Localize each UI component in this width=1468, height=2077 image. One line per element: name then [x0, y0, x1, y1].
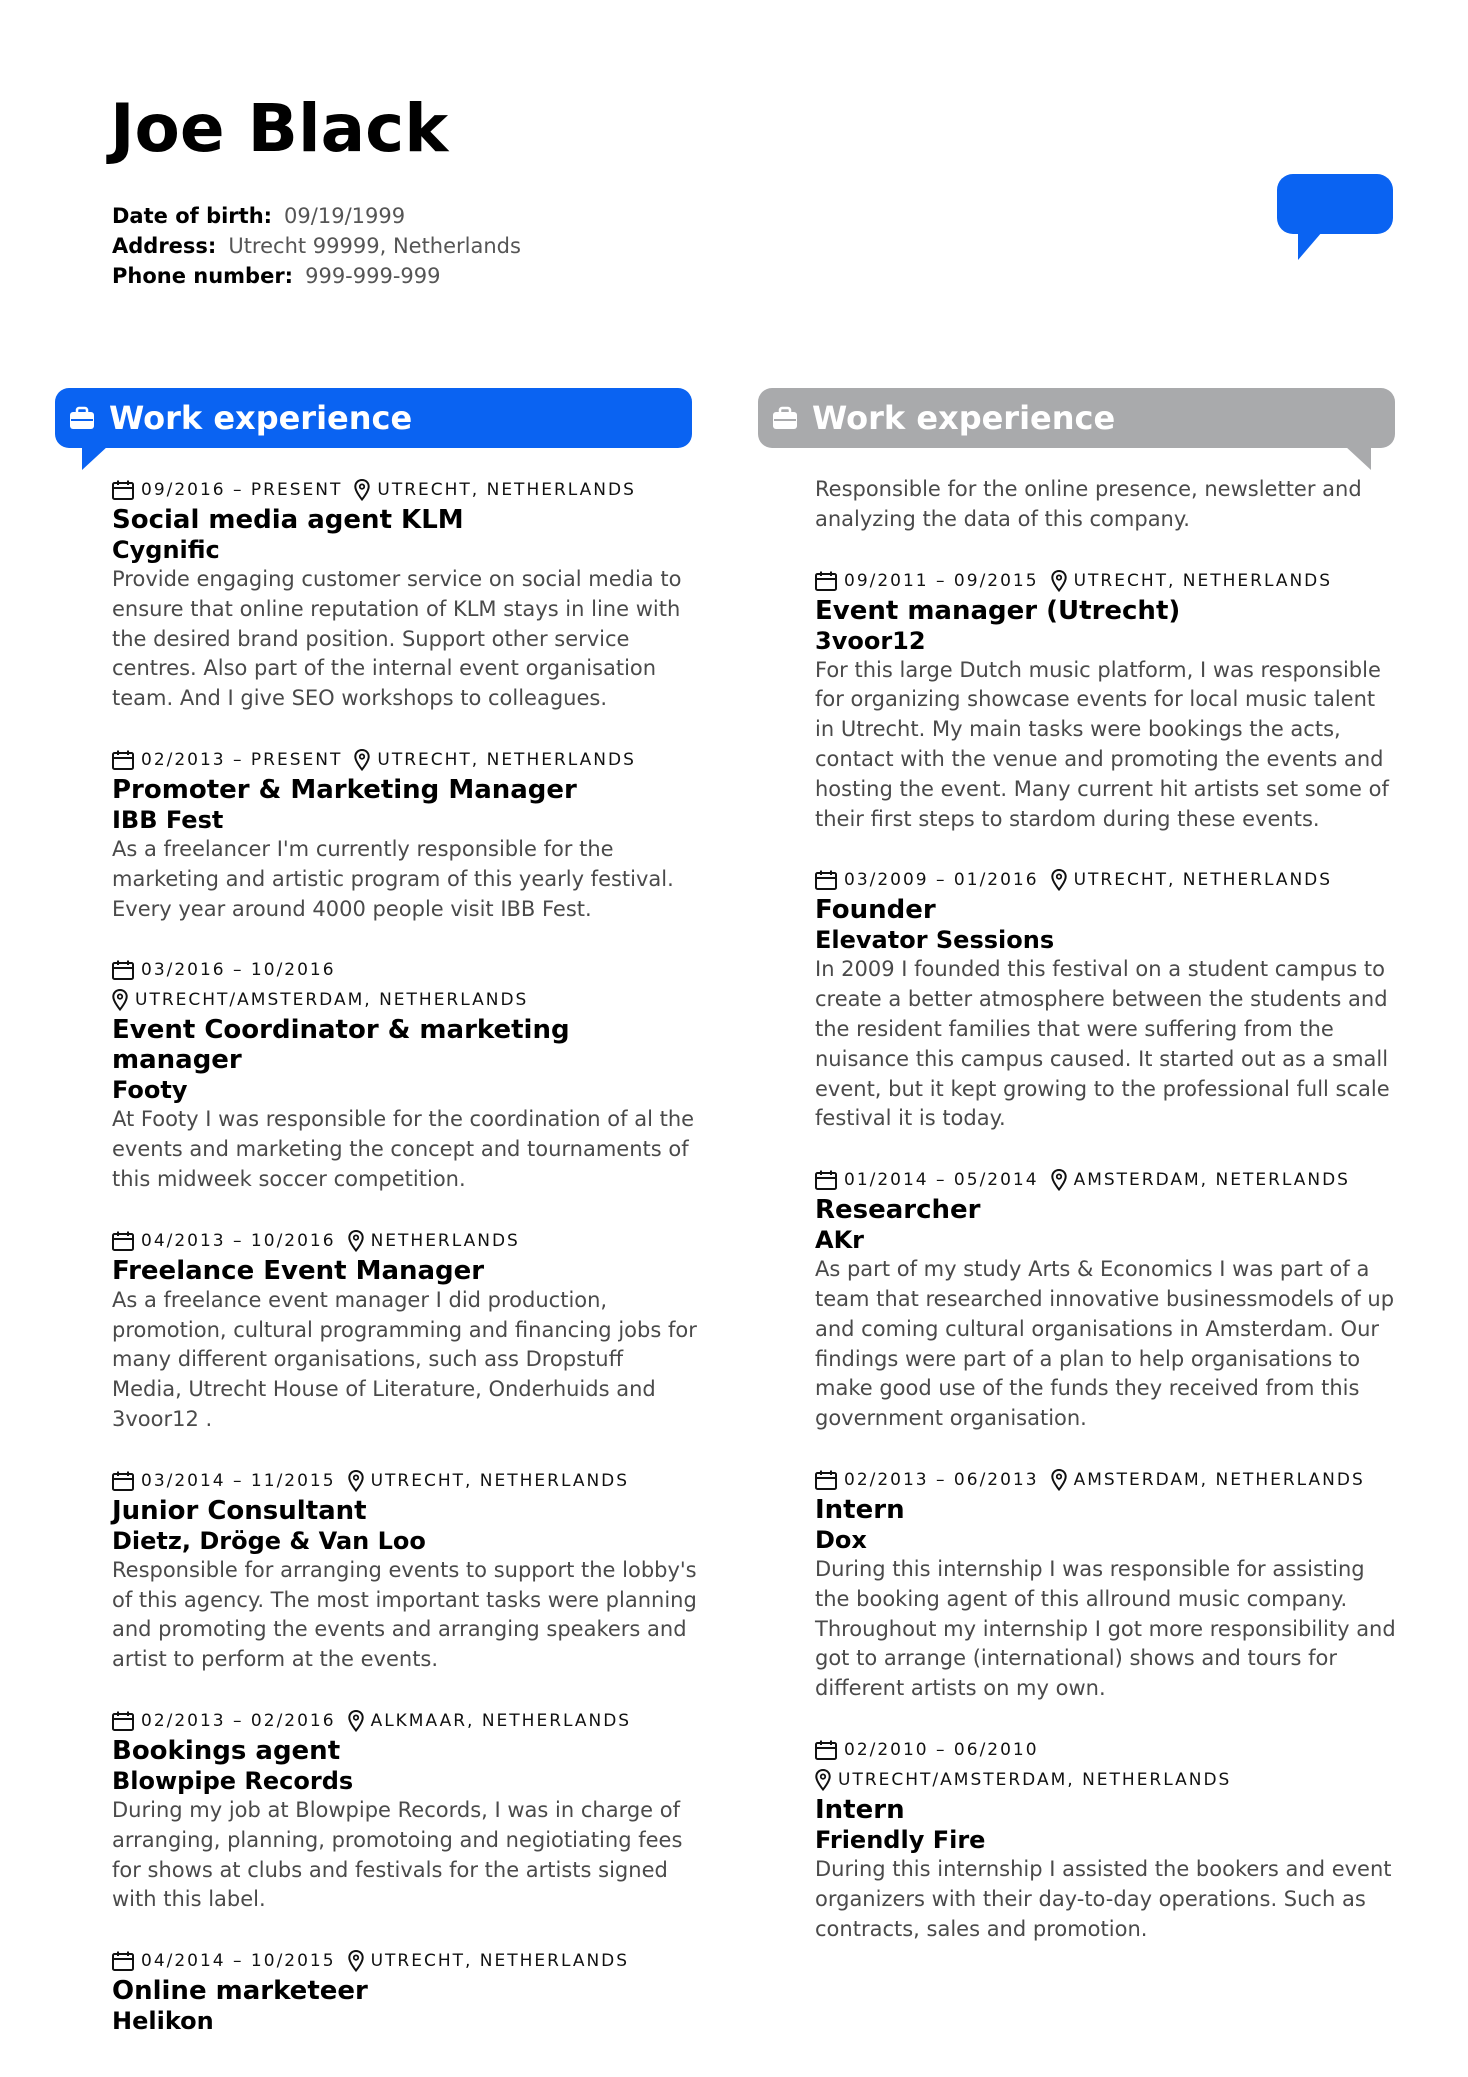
left-section-title: Work experience — [109, 399, 413, 437]
phone-value: 999-999-999 — [305, 264, 441, 288]
entry-location: NETHERLANDS — [370, 1230, 520, 1251]
entry-role: Intern — [815, 1494, 905, 1525]
entry-description: For this large Dutch music platform, I was responsible for organizing showcase events for local music talent in Utrecht. My main tasks were bookings the acts, contact with the venue and promoting the events and hosting the event. Many current hit artists set some of their first steps to stardom during these events. — [815, 657, 1389, 831]
calendar-icon — [815, 870, 837, 890]
entry-meta — [112, 475, 697, 505]
experience-entry — [112, 955, 697, 1194]
location-group — [354, 475, 636, 505]
date-group — [815, 865, 1039, 895]
entry-dates: 02/2010 – 06/2010 — [844, 1739, 1039, 1760]
calendar-icon — [112, 1231, 134, 1251]
location-pin-icon — [354, 749, 370, 771]
date-group — [112, 1226, 336, 1256]
right-section-header — [758, 388, 1395, 448]
entry-company: Cygnific — [112, 536, 220, 564]
entry-company: Dox — [815, 1525, 867, 1554]
location-group — [1051, 566, 1333, 596]
entry-dates: 04/2014 – 10/2015 — [141, 1951, 336, 1972]
personal-info — [112, 201, 521, 291]
experience-entry — [815, 865, 1400, 1134]
entry-dates: 03/2016 – 10/2016 — [141, 960, 336, 981]
entry-role: Junior Consultant — [112, 1495, 367, 1526]
entry-meta — [815, 1165, 1400, 1195]
entry-meta — [112, 745, 697, 775]
entry-role: Bookings agent — [112, 1735, 341, 1766]
entry-dates: 01/2014 – 05/2014 — [844, 1170, 1039, 1191]
location-pin-icon — [112, 989, 128, 1011]
speech-bubble-icon — [1277, 174, 1393, 234]
entry-company: Footy — [112, 1076, 188, 1105]
right-section-title: Work experience — [812, 399, 1116, 437]
entry-role: Event Coordinator & marketing manager — [112, 1015, 570, 1076]
entry-description: As part of my study Arts & Economics I was part of a team that researched innovative businessmodels of up and coming cultural organisations in Amsterdam. Our findings were part of a plan to help organisations to make good use of the funds they received from this government organisation. — [815, 1257, 1395, 1431]
date-group — [112, 1706, 336, 1736]
calendar-icon — [112, 750, 134, 770]
intro-text: Responsible for the online presence, newsletter and analyzing the data of this company. — [815, 477, 1362, 531]
entry-company: Dietz, Dröge & Van Loo — [112, 1526, 426, 1555]
calendar-icon — [112, 1711, 134, 1731]
date-group — [815, 1735, 1039, 1765]
location-group — [815, 1765, 1231, 1795]
date-group — [112, 955, 336, 985]
date-group — [815, 1465, 1039, 1495]
entry-meta — [815, 1465, 1400, 1495]
entry-description: In 2009 I founded this festival on a student campus to create a better atmosphere between the students and the resident families that were suffering from the nuisance this campus caused. It started out as a small event, but it kept growing to the professional full scale festival it is today. — [815, 957, 1390, 1131]
entry-location: UTRECHT, NETHERLANDS — [377, 480, 636, 500]
address-label: Address: — [112, 234, 217, 258]
entry-company: Elevator Sessions — [815, 926, 1055, 955]
calendar-icon — [112, 1951, 134, 1971]
date-group — [112, 1466, 336, 1496]
calendar-icon — [112, 1471, 134, 1491]
entry-location: UTRECHT, NETHERLANDS — [1073, 870, 1333, 891]
entry-dates: 04/2013 – 10/2016 — [141, 1230, 336, 1251]
entry-dates: 03/2014 – 11/2015 — [141, 1470, 336, 1491]
experience-entry — [815, 1465, 1400, 1704]
left-header-tail — [82, 446, 108, 470]
right-header-tail — [1345, 446, 1371, 470]
calendar-icon — [815, 1740, 837, 1760]
entry-description: During this internship I was responsible for assisting the booking agent of this allround music company. Throughout my internship I got more responsibility and got to arrange (international) shows and tours for different artists on my own. — [815, 1556, 1396, 1701]
dob-label: Date of birth: — [112, 204, 273, 228]
location-pin-icon — [348, 1710, 364, 1732]
briefcase-icon — [772, 405, 798, 431]
entry-meta — [815, 566, 1400, 596]
date-group — [112, 1946, 336, 1976]
location-group — [1051, 1465, 1365, 1495]
entry-dates: 02/2013 – 02/2016 — [141, 1710, 336, 1731]
experience-entry — [815, 1165, 1400, 1434]
entry-role: Social media agent KLM — [112, 505, 464, 535]
dob-row — [112, 201, 521, 231]
location-pin-icon — [348, 1470, 364, 1492]
entry-location: AMSTERDAM, NETERLANDS — [1073, 1170, 1350, 1191]
candidate-name: Joe Black — [110, 90, 449, 167]
entry-company: 3voor12 — [815, 626, 926, 655]
location-pin-icon — [354, 479, 370, 501]
right-column — [815, 475, 1400, 1975]
entry-meta — [112, 1706, 697, 1736]
entry-dates: 02/2013 – PRESENT — [141, 749, 343, 770]
entry-location: AMSTERDAM, NETHERLANDS — [1073, 1469, 1365, 1490]
experience-entry — [112, 1226, 697, 1435]
location-group — [112, 985, 528, 1015]
dob-value: 09/19/1999 — [284, 204, 406, 228]
entry-description: During this internship I assisted the bookers and event organizers with their day-to-day operations. Such as contracts, sales and promotion. — [815, 1856, 1392, 1941]
date-group — [112, 745, 342, 775]
location-pin-icon — [815, 1769, 831, 1791]
entry-description: As a freelance event manager I did production, promotion, cultural programming and financing jobs for many different organisations, such ass Dropstuff Media, Utrecht House of Literature, Onderhuids and 3voor12 . — [112, 1287, 697, 1431]
date-group — [815, 566, 1039, 596]
address-row — [112, 231, 521, 261]
entry-location: UTRECHT/AMSTERDAM, NETHERLANDS — [838, 1769, 1232, 1790]
calendar-icon — [815, 571, 837, 591]
experience-entry — [112, 1466, 697, 1675]
location-group — [348, 1466, 630, 1496]
entry-role: Researcher — [815, 1195, 981, 1226]
entry-company: IBB Fest — [112, 805, 224, 834]
entry-location: UTRECHT, NETHERLANDS — [1073, 570, 1333, 591]
experience-entry — [112, 475, 697, 714]
calendar-icon — [815, 1170, 837, 1190]
location-pin-icon — [1051, 869, 1067, 891]
experience-entry — [112, 1946, 697, 2036]
speech-bubble-tail — [1298, 232, 1322, 260]
location-pin-icon — [348, 1230, 364, 1252]
calendar-icon — [112, 480, 134, 500]
entry-dates: 02/2013 – 06/2013 — [844, 1469, 1039, 1490]
entry-company: Friendly Fire — [815, 1825, 986, 1854]
location-group — [1051, 865, 1333, 895]
location-group — [348, 1946, 630, 1976]
entry-meta — [112, 1946, 697, 1976]
phone-row — [112, 261, 521, 291]
location-group — [354, 745, 636, 775]
entry-dates: 09/2011 – 09/2015 — [844, 570, 1039, 591]
entry-location: UTRECHT, NETHERLANDS — [370, 1951, 630, 1972]
entry-role: Freelance Event Manager — [112, 1255, 485, 1286]
location-pin-icon — [1051, 570, 1067, 592]
location-pin-icon — [1051, 1469, 1067, 1491]
entry-dates: 03/2009 – 01/2016 — [844, 870, 1039, 891]
entry-description: At Footy I was responsible for the coordination of al the events and marketing the concept and tournaments of this midweek soccer competition. — [112, 1107, 695, 1191]
briefcase-icon — [69, 405, 95, 431]
entry-description: Responsible for arranging events to support the lobby's of this agency. The most important tasks were planning and promoting the events and arranging speakers and artist to perform at the events. — [112, 1557, 697, 1672]
calendar-icon — [815, 1470, 837, 1490]
experience-entry — [112, 745, 697, 924]
entry-dates: 09/2016 – PRESENT — [141, 480, 343, 500]
phone-label: Phone number: — [112, 264, 294, 288]
entry-location: UTRECHT/AMSTERDAM, NETHERLANDS — [135, 990, 529, 1011]
entry-meta — [112, 1466, 697, 1496]
entry-location: ALKMAAR, NETHERLANDS — [370, 1710, 632, 1731]
entry-company: Helikon — [112, 2007, 214, 2036]
entry-meta — [112, 955, 697, 1015]
entry-role: Online marketeer — [112, 1976, 368, 2007]
address-value: Utrecht 99999, Netherlands — [228, 234, 521, 258]
date-group — [815, 1165, 1039, 1195]
location-group — [348, 1226, 520, 1256]
entry-role: Founder — [815, 895, 936, 926]
left-section-header — [55, 388, 692, 448]
entry-company: Blowpipe Records — [112, 1766, 354, 1795]
entry-description: Provide engaging customer service on social media to ensure that online reputation of KLM stays in line with the desired brand position. Support other service centres. Also part of the internal event organisation team. And I give SEO workshops to colleagues. — [112, 567, 682, 711]
entry-meta — [815, 865, 1400, 895]
entry-role: Event manager (Utrecht) — [815, 595, 1181, 626]
calendar-icon — [112, 960, 134, 980]
entry-meta — [112, 1226, 697, 1256]
entry-company: AKr — [815, 1226, 865, 1255]
entry-meta — [815, 1735, 1400, 1795]
experience-entry — [815, 566, 1400, 835]
location-group — [348, 1706, 632, 1736]
entry-description: As a freelancer I'm currently responsible for the marketing and artistic program of this yearly festival. Every year around 4000 people visit IBB Fest. — [112, 836, 674, 921]
date-group — [112, 475, 342, 505]
location-pin-icon — [348, 1950, 364, 1972]
entry-location: UTRECHT, NETHERLANDS — [377, 749, 636, 770]
location-group — [1051, 1165, 1350, 1195]
location-pin-icon — [1051, 1169, 1067, 1191]
entry-location: UTRECHT, NETHERLANDS — [370, 1470, 630, 1491]
entry-role: Promoter & Marketing Manager — [112, 774, 577, 805]
left-column — [112, 475, 697, 2067]
entry-description: During my job at Blowpipe Records, I was in charge of arranging, planning, promotoing and negiotiating fees for shows at clubs and festivals for the artists signed with this label. — [112, 1797, 683, 1912]
entry-role: Intern — [815, 1794, 905, 1825]
experience-entry — [112, 1706, 697, 1915]
experience-entry — [815, 1735, 1400, 1944]
